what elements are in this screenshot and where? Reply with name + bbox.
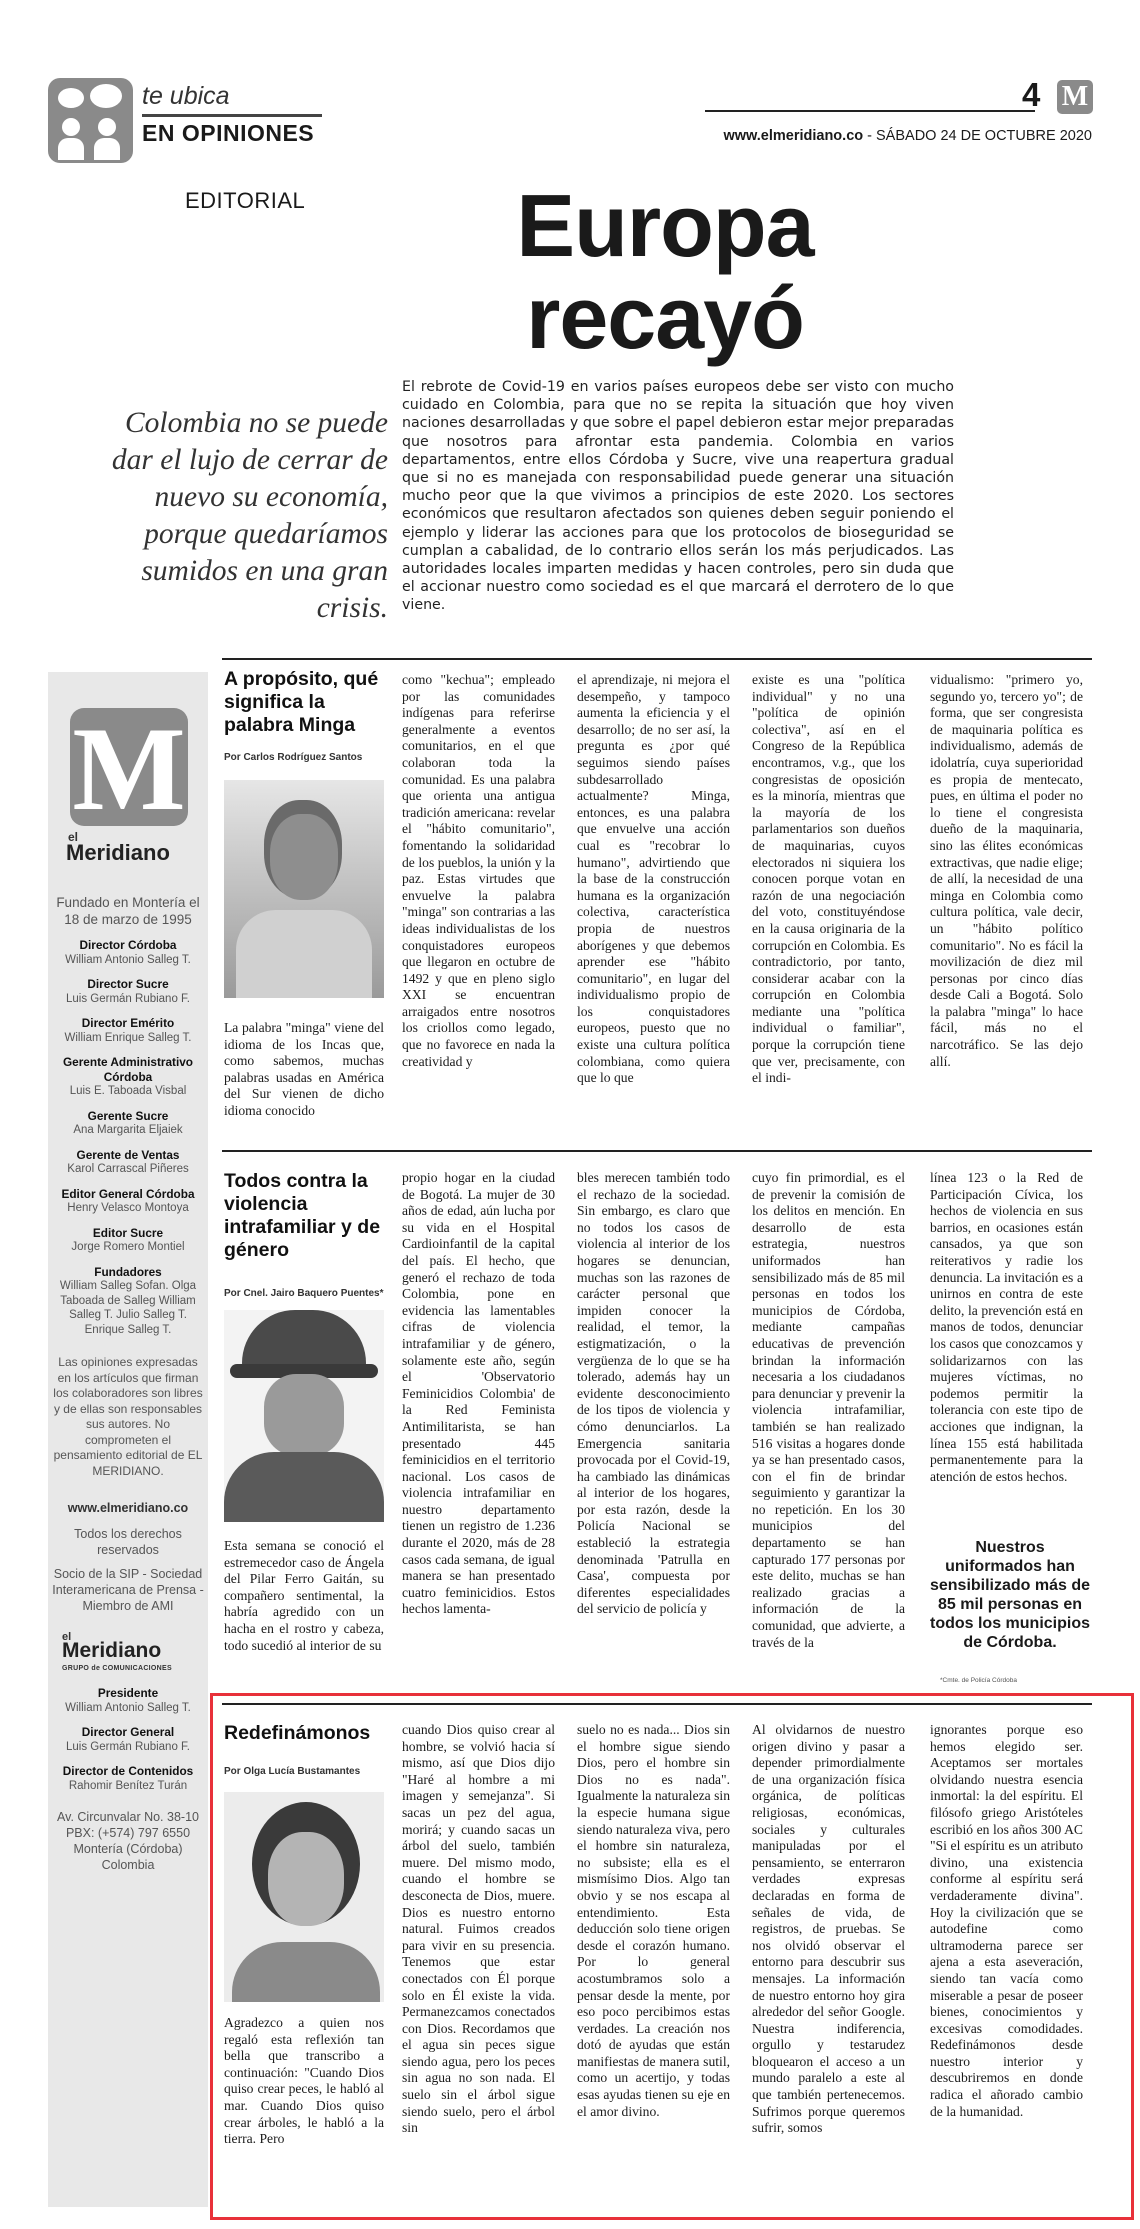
article-divider [222,1150,1092,1152]
staff-name: Luis Germán Rubiano F. [65,992,190,1005]
staff-name: Karol Carrascal Piñeres [67,1163,189,1175]
article-column: Al olvidarnos de nuestro origen divino y pasar a depender primordialmente de una organización física orgánica, de políticas religiosas, económicas, sociales y culturales manipuladas por el pensamiento, se enterraron verdades expresas declaradas en forma de señales de vida, de registros, de pruebas. Se nos olvidó observar el entorno para descubrir sus mensajes. La información de nuestro entorno hoy gira alrededor del señor Google. Nuestra indiferencia, orgullo y testarudez bloquearon el acceso a un mundo paralelo a este al que también pertenecemos. Sufrimos porque queremos sufrir, somos [752,1722,905,2136]
meridiano-mini-logo: M [1057,80,1093,114]
article-column: ignorantes porque eso hemos elegido ser. Aceptamos ser mortales olvidando nuestra esencia inmortal: la del espíritu. El filósofo griego Aristóteles escribió en los años 300 AC "Si el espíritu es un atributo divino, una existencia conforme al espíritu será verdaderamente divina". Hoy la civilización que se autodefine como ultramoderna parece ser ajena a esta aseveración, siendo tan vacía como miserable a pesar de poseer bienes, conocimientos y excesivas comodidades. Redefinámonos desde nuestro interior y descubriremos en donde radica el añorado cambio de la humanidad. [930,1722,1083,2119]
article-column: cuyo fin primordial, es el de prevenir la comisión de los delitos en mención. En desarrollo de esta estrategia, nuestros uniformados han sensibilizado más de 85 mil personas en todos los municipios de Córdoba, mediante campañas educativas de prevención brindan la información necesaria a los ciudadanos para denunciar y prevenir la violencia intrafamiliar, también se han realizado 516 visitas a hogares donde ya se han presentado casos, con el fin de brindar seguimiento y garantizar la no repetición. En los 30 municipios del departamento se han capturado 177 personas por este delito, muchas se han realizado gracias a información de la comunidad, que advierte, a través de la [752,1170,905,1650]
brand-name: Meridiano [66,840,170,865]
staff-name: Jorge Romero Montiel [71,1241,185,1253]
header-rule [705,110,1035,112]
masthead-sidebar [48,672,208,2207]
author-photo [224,780,384,998]
highlight-frame [210,1693,1134,2220]
disclaimer: Las opiniones expresadas en los artículos que firman los colaboradores son libres y de ellas son responsables sus autores. No comprometen el pensamiento editorial de EL MERIDIANO. [53,1355,203,1478]
article-column: bles merecen también todo el rechazo de la sociedad. Sin embargo, es claro que no todos los casos de violencia al interior de los hogares se denuncian, muchas son las razones de carácter personal que impiden conocer la realidad, el temor, la estigmatización, o la vergüenza de lo que se ha tolerado, además hay un evidente desconocimiento de los tipos de violencia y cómo denunciarlos. La Emergencia sanitaria provocada por el Covid-19, ha cambiado las dinámicas al interior de los hogares, por esta razón, desde la Policía Nacional se estableció la estrategia denominada 'Patrulla en Casa', compuesta por diferentes especialidades del servicio de policía y [577,1170,730,1617]
staff-role: Gerente Sucre [87,1108,169,1123]
staff-role: Director Emérito [81,1016,175,1030]
sidebar-site-link[interactable]: www.elmeridiano.co [67,1501,189,1515]
staff-name: Rahomir Benítez Turán [68,1779,188,1792]
article-intro: Agradezco a quien nos regaló esta reflexión tan bella que transcribo a continuación: "Cuando Dios quiso crear peces, le habló al mar. Cuando Dios quiso crear árboles, le habló a la tierra. Pero [224,2015,384,2147]
article-title: Todos contra la violencia intrafamiliar y de género [224,1170,381,1261]
staff-name: Luis Germán Rubiano F. [65,1740,190,1753]
address: Av. Circunvalar No. 38-10 PBX: (+574) 797 6550 Montería (Córdoba) Colombia [57,1810,199,1872]
editorial-title: Europa recayó [516,176,814,367]
staff-name: Henry Velasco Montoya [67,1202,189,1214]
article-column: propio hogar en la ciudad de Bogotá. La mujer de 30 años de edad, aún lucha por su vida en el Hospital Cardioinfantil de la capital del país. El hecho, que generó el rechazo de toda Colombia, pone en evidencia las lamentables cifras de violencia intrafamiliar y de género, solamente este año, según el 'Observatorio Feminicidios Colombia' de la Red Feminista Antimilitarista, se han presentado 445 feminicidios en el territorio nacional. Los casos de violencia intrafamiliar en nuestro departamento tienen un registro de 1.236 durante el 2020, más de 28 casos cada semana, de igual manera se han presentado cuatro feminicidios. Estos hechos lamenta- [402,1170,555,1617]
issue-date: SÁBADO 24 DE OCTUBRE 2020 [876,128,1092,144]
article-byline: Por Olga Lucía Bustamantes [224,1766,361,1777]
pull-quote: Nuestros uniformados han sensibilizado más de 85 mil personas en todos los municipios de Córdoba. [929,1539,1091,1651]
rights-note: Todos los derechos reservados [74,1526,182,1557]
page-number: 4 [1022,76,1041,113]
staff-name: William Salleg Sofan. Olga Taboada de Salleg William Salleg T. Julio Salleg T. Enrique Salleg T. [59,1280,197,1336]
staff-role: Editor General Córdoba [61,1186,195,1201]
article-column: línea 123 o la Red de Participación Cívica, los hechos de violencia en sus barrios, en ocasiones están cansados, ya que son reiterativos y radie los denuncia. La invitación es a unirnos en contra de este delito, la prevención está en manos de todos, denunciar los casos que conozcamos y solidarizarnos con las mujeres víctimas, no podemos permitir la tolerancia con este tipo de acciones que indignan, la línea 155 está habilitada permanentemente para la atención de estos hechos. [930,1170,1083,1484]
staff-role: Gerente de Ventas [76,1147,180,1162]
staff-role: Editor Sucre [92,1225,164,1240]
article-byline: Por Cnel. Jairo Baquero Puentes* [224,1288,384,1299]
logo-el: el [68,830,79,844]
staff-role: Director Córdoba [79,938,177,952]
article-column: el aprendizaje, ni mejora el desempeño, y tampoco aumenta la eficiencia y el desarrollo; de no ser así, la pregunta es ¿por qué seguimos siendo países subdesarrollado actualmente? Minga, entonces, es una palabra que envuelve una acción cual es "recobrar lo humano", advirtiendo que la base de la construcción humana es la organización colectiva, característica propia de nuestros aborígenes y que debemos aprender ese "hábito comunitario", en lugar del individualismo propio de los conquistadores europeos, puesto que no existe una cultura política colombiana, como quiera que lo que [577,672,730,1086]
section-divider [142,114,322,117]
sip-note: Socio de la SIP - Sociedad Interamericana de Prensa - Miembro de AMI [52,1566,204,1613]
article-byline: Por Carlos Rodríguez Santos [224,752,363,763]
article-divider [222,658,1092,660]
meridiano-logo: M [70,708,188,826]
article-title: A propósito, qué significa la palabra Minga [224,668,379,736]
article-intro: Esta semana se conoció el estremecedor caso de Ángela del Pilar Ferro Gaitán, su compañero sentimental, la habría agredido con un hacha en el rostro y cabeza, todo sucedió al interior de su [224,1538,384,1653]
article-column: vidualismo: "primero yo, segundo yo, tercero yo"; de forma, que ser congresista de maquinaria política es individualismo, además de idolatría, cuya superioridad es propia de mentecato, pues, en última el poder no lo tiene el congresista dueño de la maquinaria, sino las élites económicas extractivas, que nadie elige; de allí, la necesidad de una minga en Colombia como cultura política, vale decir, un "hábito político comunitario". No es fácil la movilización de diez mil personas por cinco días desde Cali a Bogotá. Solo la palabra "minga" lo hace fácil, más no el narcotráfico. Se las dejo allí. [930,672,1083,1069]
section-kicker: te ubica [142,82,230,110]
editorial-pull-quote: Colombia no se puede dar el lujo de cerrar de nuevo su economía, porque quedaríamos sumidos en una gran crisis. [111,407,388,624]
site-and-date: www.elmeridiano.co - SÁBADO 24 DE OCTUBRE 2020 [723,128,1092,144]
group-logo-subtitle: GRUPO de COMUNICACIONES [62,1664,172,1672]
staff-name: Ana Margarita Eljaiek [73,1124,183,1136]
article-column: cuando Dios quiso crear al hombre, se volvió hacia sí mismo, así que Dios dijo "Haré al hombre a mi imagen y semejanza". Si sacas un pez del agua, morirá; y cuando sacas un árbol del suelo, también muere. Del mismo modo, cuando el hombre se desconecta de Dios, muere. Dios es nuestro entorno natural. Fuimos creados para vivir en su presencia. Tenemos que estar conectados con Él porque solo en Él existe la vida. Permanezcamos conectados con Dios. Recordamos que el agua sin peces sigue siendo agua, pero los peces sin agua no son nada. El suelo sin el árbol sigue siendo suelo, pero el árbol sin [402,1722,555,2136]
staff-role: Director de Contenidos [62,1764,194,1778]
section-logo-icon [48,78,133,163]
staff-role: Fundadores [94,1264,162,1279]
article-intro: La palabra "minga" viene del idioma de los Incas que, como sabemos, muchas palabras usadas en América del Sur vienen de dicho idioma conocido [224,1020,384,1118]
group-logo-el: el [62,1630,72,1643]
staff-name: William Antonio Salleg T. [65,953,191,966]
article-column: suelo no es nada... Dios sin el hombre sigue siendo Dios, pero el hombre sin Dios no es nada". Igualmente la naturaleza sin la especie humana sigue siendo naturaleza viva, pero el hombre sin naturaleza, no subsiste; ella es el mismísimo Dios. Algo tan obvio y se nos escapa al entendimiento. Esta deducción solo tiene origen desde el corazón humano. Por lo general acostumbramos solo a pensar desde la mente, por eso poco percibimos estas verdades. La creación nos dotó de ayudas que están manifiestas de manera sutil, como un acertijo, y todas esas ayudas tienen su eje en el amor divino. [577,1722,730,2119]
staff-name: William Antonio Salleg T. [65,1701,191,1714]
group-logo-brand: Meridiano [62,1639,162,1662]
staff-role: Director Sucre [87,977,169,991]
staff-role: Gerente Administrativo Córdoba [62,1055,193,1084]
article-title: Redefinámonos [224,1722,371,1744]
staff-name: Luis E. Taboada Visbal [69,1085,187,1097]
callout-source: *Cmte. de Policía Córdoba [940,1677,1017,1684]
staff-role: Presidente [97,1686,159,1700]
author-photo [224,1310,384,1522]
site-url[interactable]: www.elmeridiano.co [723,128,864,144]
article-column: como "kechua"; empleado por las comunidades indígenas para referirse generalmente a eventos comunitarios, en el que colaboran toda la comunidad. Es una palabra que orienta una antigua tradición americana: revelar el "hábito comunitario", fomentando la solidaridad de los pueblos, la unión y la paz. Estas virtudes que envuelve la palabra "minga" son contrarias a las ideas individualistas de los conquistadores europeos que llegaron en octubre de 1492 y que en pleno siglo XXI se encuentran arraigados entre nosotros los criollos como legado, que no favorece en nada la creatividad y [402,672,555,1069]
founded-note: Fundado en Montería el 18 de marzo de 1995 [56,895,200,927]
staff-role: Director General [81,1725,175,1739]
editorial-body: El rebrote de Covid-19 en varios países europeos debe ser visto con mucho cuidado en Colombia, para que no se repita la situación que hoy viven naciones desarrolladas y que sobre el papel debieron estar mejor preparadas que nosotros para afrontar esta pandemia. Colombia en varios departamentos, entre ellos Córdoba y Sucre, vive una reapertura gradual que si no es manejada con responsabilidad puede generar una situación mucho peor que la que vivimos a principios de este 2020. Los sectores económicos que resultaron afectados son quienes deben seguir poniendo el ejemplo y liderar las acciones para que los protocolos de bioseguridad se cumplan a cabalidad, de lo contrario ellos serán los más perjudicados. Las autoridades locales imparten medidas y hacen controles, pero sin duda que el accionar nuestro como sociedad es el que marcará el derrotero de lo que viene. [402,379,954,614]
group-logo [62,1630,204,1677]
section-name: EN OPINIONES [142,120,315,146]
editorial-label: EDITORIAL [185,188,306,213]
staff-name: William Enrique Salleg T. [64,1031,192,1044]
staff-list [52,894,204,1873]
article-column: existe es una "política individual" y no una "política de opinión colectiva", así en el Congreso de la República encontramos, v.g., que los congresistas de oposición es la minoría, mientras que la mayoría de los parlamentarios son dueños de maquinarias, cuyos electorados ni siquiera los conocen porque votan en razón de una negociación del voto, constituyéndose en la causa originaria de la corrupción en Colombia. Es contradictorio, por tanto, considerar acabar con la corrupción en Colombia mediante una "política individual o familiar", porque la corrupción tiene que ver, precisamente, con el indi- [752,672,905,1086]
